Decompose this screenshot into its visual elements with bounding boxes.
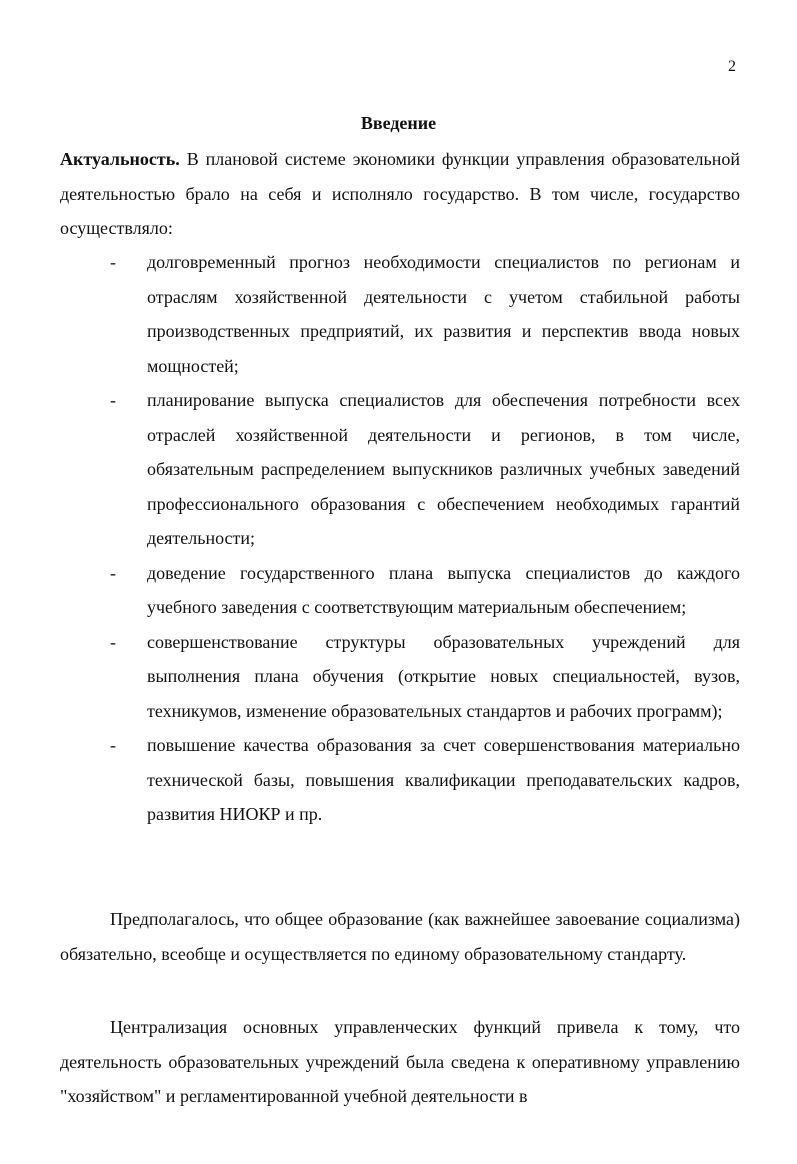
paragraph-general-education: Предполагалось, что общее образование (как важнейшее завоевание социализма) обязательно, всеобще и осуществляется по единому образовательному стандарту. <box>60 909 740 964</box>
list-item <box>0 556 797 625</box>
bullet-dash: - <box>110 252 116 272</box>
intro-text: В плановой системе экономики функции управления образовательной деятельностью брало на себя и исполняло государство. В том числе, государство осуществляло: <box>60 149 740 238</box>
page-number: 2 <box>728 58 736 75</box>
bullet-text: повышение качества образования за счет совершенствования материально технической базы, повышения квалификации преподавательских кадров, развития НИОКР и пр. <box>147 735 740 824</box>
bullet-dash: - <box>110 562 116 583</box>
list-item <box>0 728 797 832</box>
bullet-text: доведение государственного плана выпуска специалистов до каждого учебного заведения с соответствующим материальным обеспечением; <box>147 562 740 617</box>
bullet-text: совершенствование структуры образовательных учреждений для выполнения плана обучения (открытие новых специальностей, вузов, техникумов, изменение образовательных стандартов и рабочих программ); <box>147 631 740 721</box>
bullet-list <box>0 245 797 832</box>
bullet-text: долговременный прогноз необходимости специалистов по регионам и отраслям хозяйственной деятельности с учетом стабильной работы производственных предприятий, их развития и перспектив ввода новых мощностей; <box>147 252 740 376</box>
section-title: Введение <box>360 113 437 133</box>
list-item <box>0 245 797 383</box>
list-item <box>0 625 797 729</box>
bullet-dash: - <box>110 631 116 652</box>
bullet-dash: - <box>110 735 116 755</box>
list-item <box>0 383 797 556</box>
intro-lead: Актуальность. <box>60 149 180 169</box>
intro-paragraph <box>60 142 740 246</box>
bullet-text: планирование выпуска специалистов для обеспечения потребности всех отраслей хозяйственной деятельности и регионов, в том числе, обязательным распределением выпускников различных учебных заведений профессионального образования с обеспечением необходимых гарантий деятельности; <box>147 390 740 548</box>
paragraph-centralization: Централизация основных управленческих функций привела к тому, что деятельность образовательных учреждений была сведена к оперативному управлению "хозяйством" и регламентированной учебной деятельности в <box>60 1017 740 1106</box>
bullet-dash: - <box>110 390 116 410</box>
